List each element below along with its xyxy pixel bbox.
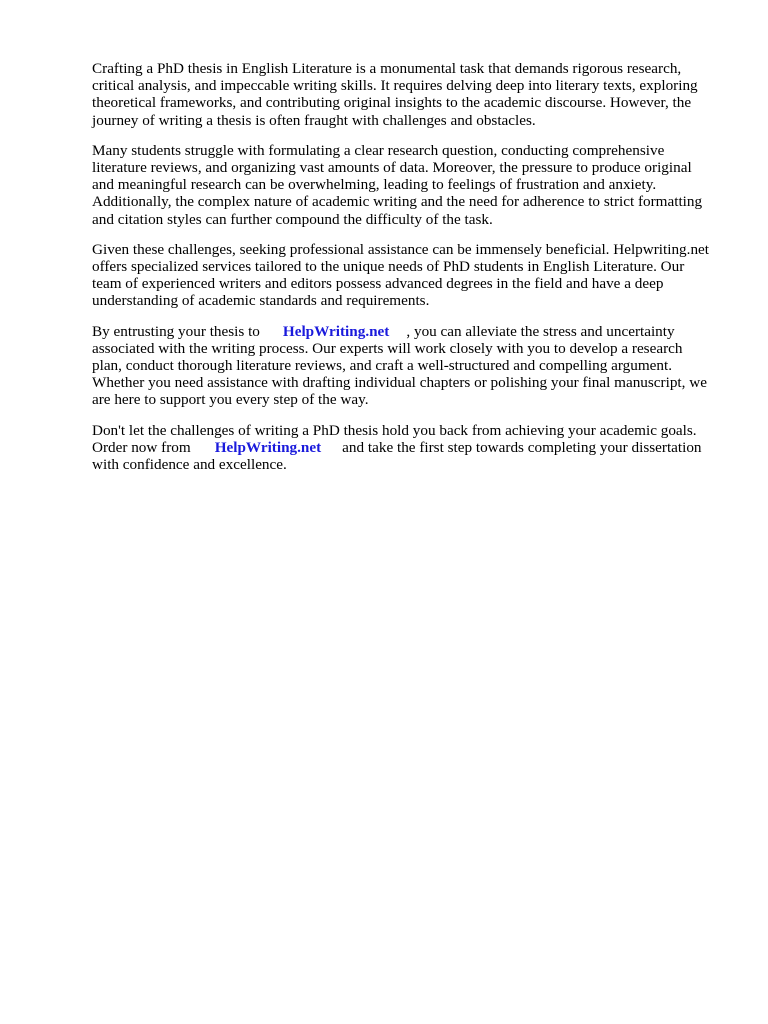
text-line: Additionally, the complex nature of academic writing and the need for adherence to strict formatting bbox=[92, 193, 703, 211]
text-line: Don't let the challenges of writing a PhD thesis hold you back from achieving your academic goals. bbox=[92, 421, 697, 439]
text-line: Whether you need assistance with drafting individual chapters or polishing your final manuscript, we bbox=[92, 374, 707, 392]
text-line: and citation styles can further compound the difficulty of the task. bbox=[92, 210, 493, 228]
text-segment: , you can alleviate the stress and uncertainty bbox=[406, 322, 675, 340]
paragraph-1 bbox=[92, 60, 732, 129]
text-line: understanding of academic standards and requirements. bbox=[92, 292, 430, 310]
document-body bbox=[92, 60, 732, 486]
text-line: theoretical frameworks, and contributing original insights to the academic discourse. However, the bbox=[92, 94, 692, 112]
text-line: are here to support you every step of the way. bbox=[92, 391, 369, 409]
text-line: Crafting a PhD thesis in English Literature is a monumental task that demands rigorous research, bbox=[92, 60, 682, 77]
text-line: plan, conduct thorough literature reviews, and craft a well-structured and compelling argument. bbox=[92, 357, 673, 375]
text-line-with-link bbox=[92, 439, 732, 456]
text-line: Given these challenges, seeking professional assistance can be immensely beneficial. Helpwriting.net bbox=[92, 240, 709, 258]
text-line: team of experienced writers and editors possess advanced degrees in the field and have a deep bbox=[92, 275, 664, 293]
text-line: literature reviews, and organizing vast amounts of data. Moreover, the pressure to produce original bbox=[92, 159, 692, 177]
text-line: and meaningful research can be overwhelming, leading to feelings of frustration and anxiety. bbox=[92, 176, 657, 194]
text-line: journey of writing a thesis is often fraught with challenges and obstacles. bbox=[92, 111, 536, 129]
text-line: offers specialized services tailored to the unique needs of PhD students in English Literature. Our bbox=[92, 258, 685, 276]
text-segment: By entrusting your thesis to bbox=[92, 322, 260, 340]
text-segment: Order now from bbox=[92, 438, 191, 456]
helpwriting-order-link[interactable]: HelpWriting.net bbox=[214, 438, 322, 456]
text-line: critical analysis, and impeccable writing skills. It requires delving deep into literary texts, exploring bbox=[92, 77, 698, 95]
text-segment: and take the first step towards completing your dissertation bbox=[342, 438, 702, 456]
helpwriting-link[interactable]: HelpWriting.net bbox=[282, 322, 390, 340]
text-line: with confidence and excellence. bbox=[92, 456, 287, 474]
text-line: associated with the writing process. Our experts will work closely with you to develop a research bbox=[92, 339, 683, 357]
paragraph-4 bbox=[92, 323, 732, 409]
paragraph-3 bbox=[92, 241, 732, 310]
text-line: Many students struggle with formulating a clear research question, conducting comprehensive bbox=[92, 141, 665, 159]
paragraph-2 bbox=[92, 142, 732, 228]
text-line-with-link bbox=[92, 323, 732, 340]
paragraph-5 bbox=[92, 422, 732, 474]
